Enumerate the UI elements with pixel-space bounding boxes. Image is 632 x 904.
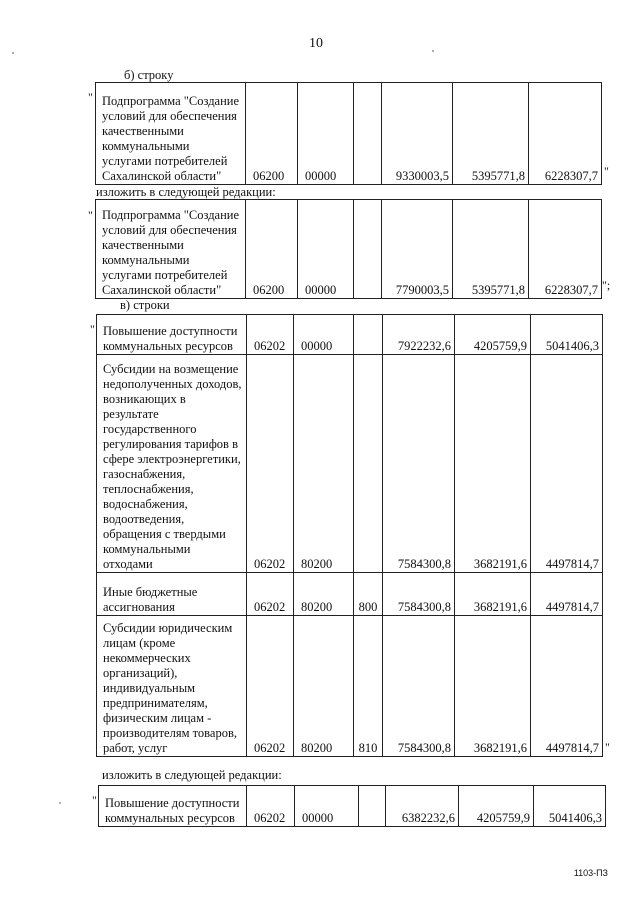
open-quote: "	[92, 793, 97, 807]
value-2: 5395771,8	[453, 83, 529, 185]
value-1: 7584300,8	[383, 616, 455, 757]
open-quote: "	[88, 208, 93, 222]
footer-code: 1103-ПЗ	[573, 868, 608, 878]
direction-code: 00000	[298, 200, 354, 299]
row-name: Подпрограмма "Создание условий для обеспечения качественными коммунальными услугами потребителей Сахалинской области"	[96, 200, 246, 299]
value-3: 5041406,3	[531, 315, 603, 355]
direction-code: 00000	[294, 315, 354, 355]
program-code: 06202	[247, 616, 294, 757]
value-3: 4497814,7	[531, 616, 603, 757]
direction-code: 00000	[295, 786, 359, 827]
table-b	[95, 82, 602, 185]
program-code: 06200	[246, 83, 298, 185]
program-code: 06200	[246, 200, 298, 299]
caption-b: б) строку	[124, 68, 174, 82]
close-quote: "	[604, 164, 609, 178]
direction-code: 80200	[294, 573, 354, 616]
program-code: 06202	[247, 786, 295, 827]
caption-new-b: изложить в следующей редакции:	[96, 185, 276, 199]
table-b-new	[95, 199, 602, 299]
direction-code: 80200	[294, 616, 354, 757]
table-v-new	[98, 785, 606, 827]
expense-type	[354, 315, 383, 355]
direction-code: 80200	[294, 355, 354, 573]
open-quote: "	[88, 90, 93, 104]
value-2: 5395771,8	[453, 200, 529, 299]
row-name: Иные бюджетные ассигнования	[97, 573, 247, 616]
open-quote: "	[90, 322, 95, 336]
value-1: 7584300,8	[383, 355, 455, 573]
program-code: 06202	[247, 315, 294, 355]
value-1: 7584300,8	[383, 573, 455, 616]
value-1: 7790003,5	[382, 200, 453, 299]
value-2: 3682191,6	[455, 573, 531, 616]
row-name: Повышение доступности коммунальных ресурсов	[97, 315, 247, 355]
expense-type	[354, 83, 382, 185]
row-name: Субсидии на возмещение недополученных доходов, возникающих в результате государственного регулирования тарифов в сфере электроэнергетики, газоснабжения, теплоснабжения, водоснабжения, водоотведения, обращения с твердыми коммунальными отходами	[97, 355, 247, 573]
row-name: Субсидии юридическим лицам (кроме некоммерческих организаций), индивидуальным предпринимателям, физическим лицам - производителям товаров, работ, услуг	[97, 616, 247, 757]
caption-new-v: изложить в следующей редакции:	[102, 768, 282, 782]
close-quote: "	[605, 740, 610, 754]
value-1: 7922232,6	[383, 315, 455, 355]
table-v	[96, 314, 603, 757]
value-1: 9330003,5	[382, 83, 453, 185]
row-name: Повышение доступности коммунальных ресурсов	[99, 786, 247, 827]
program-code: 06202	[247, 355, 294, 573]
value-1: 6382232,6	[386, 786, 459, 827]
expense-type: 810	[354, 616, 383, 757]
close-quote-semicolon: ";	[602, 278, 611, 292]
value-3: 4497814,7	[531, 573, 603, 616]
expense-type	[359, 786, 386, 827]
value-3: 6228307,7	[529, 83, 602, 185]
expense-type	[354, 355, 383, 573]
page-number: 10	[309, 36, 323, 51]
value-2: 3682191,6	[455, 616, 531, 757]
program-code: 06202	[247, 573, 294, 616]
caption-v: в) строки	[120, 298, 170, 312]
scan-speck	[12, 52, 14, 54]
value-3: 5041406,3	[534, 786, 606, 827]
expense-type	[354, 200, 382, 299]
value-2: 4205759,9	[455, 315, 531, 355]
value-2: 3682191,6	[455, 355, 531, 573]
expense-type: 800	[354, 573, 383, 616]
scan-speck	[59, 802, 61, 804]
direction-code: 00000	[298, 83, 354, 185]
value-3: 4497814,7	[531, 355, 603, 573]
scan-speck	[432, 50, 434, 52]
value-2: 4205759,9	[459, 786, 534, 827]
row-name: Подпрограмма "Создание условий для обеспечения качественными коммунальными услугами потребителей Сахалинской области"	[96, 83, 246, 185]
value-3: 6228307,7	[529, 200, 602, 299]
